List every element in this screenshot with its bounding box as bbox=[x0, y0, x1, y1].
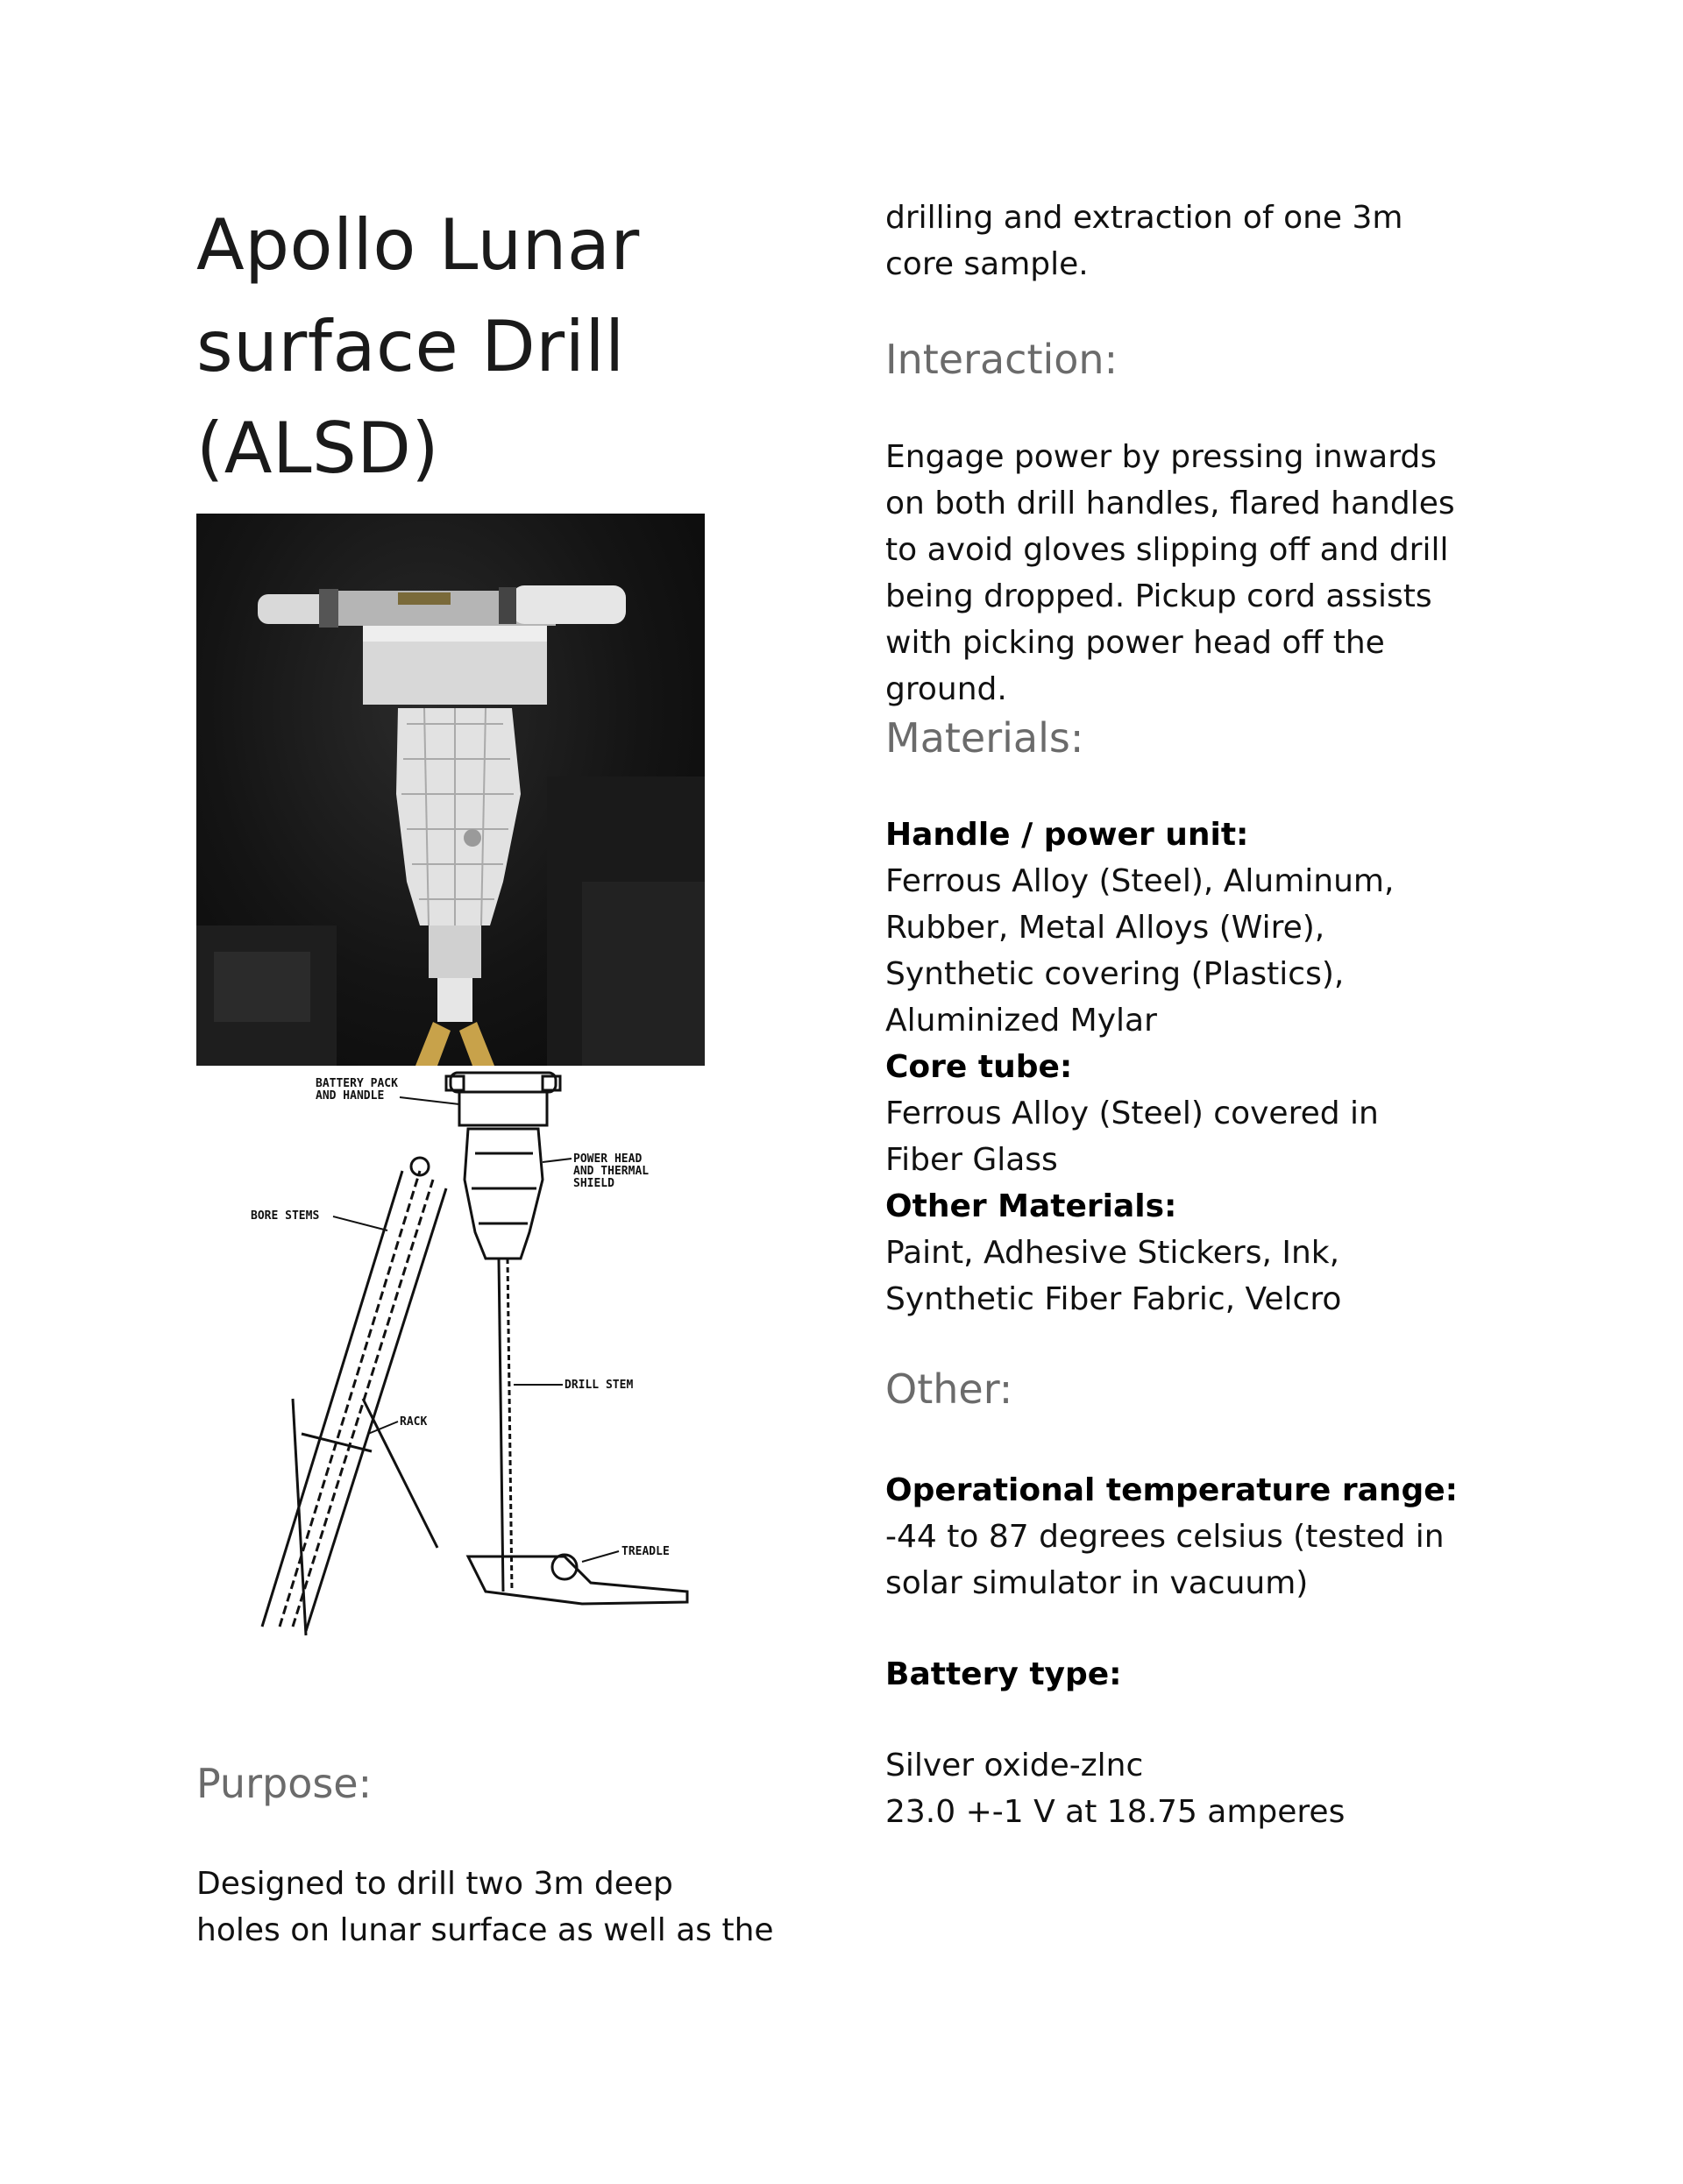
label-rack: RACK bbox=[400, 1415, 428, 1429]
temperature-line: -44 to 87 degrees celsius (tested in bbox=[885, 1519, 1445, 1555]
other-materials-line: Synthetic Fiber Fabric, Velcro bbox=[885, 1281, 1342, 1317]
materials-heading: Materials: bbox=[885, 714, 1084, 762]
page-title: Apollo Lunar surface Drill (ALSD) bbox=[196, 204, 640, 489]
drill-photo bbox=[196, 514, 705, 1066]
purpose-line: Designed to drill two 3m deep bbox=[196, 1866, 673, 1902]
label-drill-stem: DRILL STEM bbox=[565, 1379, 634, 1392]
interaction-line: being dropped. Pickup cord assists bbox=[885, 578, 1432, 614]
battery-label: Battery type: bbox=[885, 1656, 1122, 1692]
purpose-cont-line: drilling and extraction of one 3m bbox=[885, 200, 1403, 236]
label-battery-pack: BATTERY PACK bbox=[316, 1077, 398, 1090]
purpose-continued bbox=[885, 195, 1552, 287]
battery-text bbox=[885, 1651, 1569, 1698]
materials-text bbox=[885, 812, 1569, 1322]
battery-details bbox=[885, 1742, 1569, 1835]
interaction-line: on both drill handles, flared handles bbox=[885, 486, 1455, 521]
battery-line: 23.0 +-1 V at 18.75 amperes bbox=[885, 1794, 1346, 1830]
drill-diagram-illustration bbox=[196, 1066, 705, 1644]
other-text bbox=[885, 1467, 1569, 1606]
drill-photo-illustration bbox=[196, 514, 705, 1066]
handle-line: Rubber, Metal Alloys (Wire), bbox=[885, 910, 1325, 946]
handle-line: Ferrous Alloy (Steel), Aluminum, bbox=[885, 863, 1395, 899]
other-heading: Other: bbox=[885, 1365, 1013, 1413]
handle-label: Handle / power unit: bbox=[885, 817, 1249, 853]
handle-line: Synthetic covering (Plastics), bbox=[885, 956, 1345, 992]
label-and-handle: AND HANDLE bbox=[316, 1089, 385, 1103]
temperature-label: Operational temperature range: bbox=[885, 1472, 1459, 1508]
interaction-heading: Interaction: bbox=[885, 336, 1118, 383]
temperature-line: solar simulator in vacuum) bbox=[885, 1565, 1309, 1601]
other-materials-line: Paint, Adhesive Stickers, Ink, bbox=[885, 1235, 1340, 1271]
purpose-cont-line: core sample. bbox=[885, 246, 1089, 282]
core-label: Core tube: bbox=[885, 1049, 1073, 1085]
interaction-text bbox=[885, 434, 1569, 713]
purpose-text bbox=[196, 1861, 827, 1954]
interaction-line: Engage power by pressing inwards bbox=[885, 439, 1437, 475]
label-treadle: TREADLE bbox=[621, 1545, 670, 1558]
purpose-heading: Purpose: bbox=[196, 1760, 373, 1807]
drill-diagram bbox=[196, 1066, 705, 1644]
core-line: Fiber Glass bbox=[885, 1142, 1058, 1178]
label-power-head: POWER HEAD bbox=[573, 1152, 643, 1166]
label-and-thermal: AND THERMAL bbox=[573, 1165, 650, 1178]
interaction-line: ground. bbox=[885, 671, 1007, 707]
other-materials-label: Other Materials: bbox=[885, 1188, 1177, 1224]
handle-line: Aluminized Mylar bbox=[885, 1003, 1157, 1039]
interaction-line: with picking power head off the bbox=[885, 625, 1385, 661]
purpose-line: holes on lunar surface as well as the bbox=[196, 1912, 774, 1948]
label-bore-stems: BORE STEMS bbox=[251, 1209, 320, 1223]
battery-line: Silver oxide-zlnc bbox=[885, 1748, 1144, 1783]
label-shield: SHIELD bbox=[573, 1177, 614, 1190]
core-line: Ferrous Alloy (Steel) covered in bbox=[885, 1096, 1379, 1131]
interaction-line: to avoid gloves slipping off and drill bbox=[885, 532, 1449, 568]
